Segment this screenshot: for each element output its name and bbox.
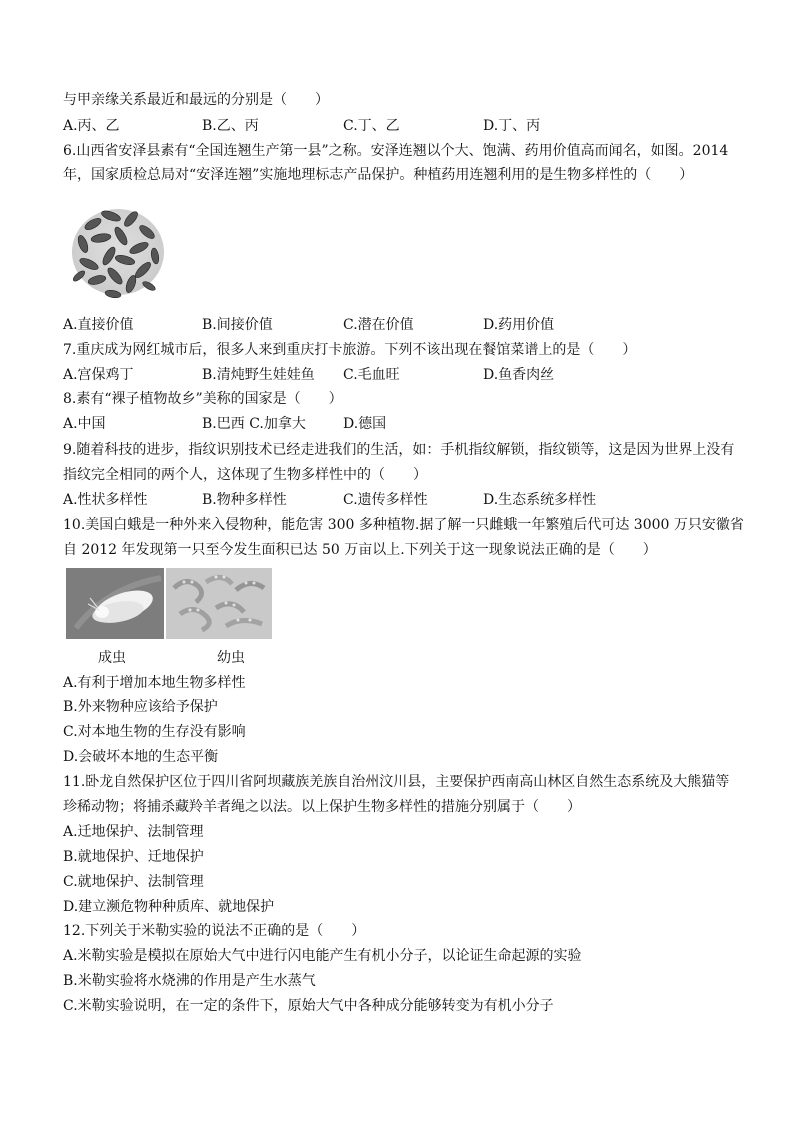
q5-option-a: A.丙、乙 [63, 118, 120, 134]
q5-option-b: B.乙、丙 [202, 118, 259, 134]
q9-option-c: C.遗传多样性 [343, 492, 428, 508]
q10-option-b: B.外来物种应该给予保护 [63, 699, 218, 715]
forsythia-fruit-image [63, 194, 173, 306]
q7-option-b: B.清炖野生娃娃鱼 [202, 367, 315, 383]
q6-stem-line1: 6.山西省安泽县素有“全国连翘生产第一县”之称。安泽连翘以个大、饱满、药用价值高而闻名，如图。2014 [63, 143, 729, 159]
forsythia-fruit-illustration [63, 194, 173, 306]
larva-illustration [166, 568, 272, 639]
q10-option-c: C.对本地生物的生存没有影响 [63, 724, 246, 740]
q11-option-a: A.迁地保护、法制管理 [63, 824, 204, 840]
q6-option-d: D.药用价值 [483, 317, 555, 333]
q11-option-b: B.就地保护、迁地保护 [63, 849, 204, 865]
q10-stem-line2: 自 2012 年发现第一只至今发生面积已达 50 万亩以上.下列关于这一现象说法正确的是（ ） [63, 542, 657, 558]
q12-option-c: C.米勒实验说明，在一定的条件下，原始大气中各种成分能够转变为有机小分子 [63, 998, 554, 1014]
q6-option-b: B.间接价值 [202, 317, 273, 333]
q6-stem-line2: 年，国家质检总局对“安泽连翘”实施地理标志产品保护。种植药用连翘利用的是生物多样性的（ ） [63, 167, 694, 183]
q10-stem-line1: 10.美国白蛾是一种外来入侵物种，能危害 300 多种植物.据了解一只雌蛾一年繁殖后代可达 3000 万只安徽省 [63, 517, 744, 533]
q5-option-d: D.丁、丙 [483, 118, 541, 134]
q9-option-d: D.生态系统多样性 [483, 492, 597, 508]
q12-option-b: B.米勒实验将水烧沸的作用是产生水蒸气 [63, 973, 316, 989]
q9-option-a: A.性状多样性 [63, 492, 148, 508]
larva-image [166, 568, 272, 639]
q7-option-d: D.鱼香肉丝 [483, 367, 555, 383]
q11-option-c: C.就地保护、法制管理 [63, 874, 204, 890]
q10-option-d: D.会破坏本地的生态平衡 [63, 749, 219, 765]
q6-option-c: C.潜在价值 [343, 317, 414, 333]
adult-moth-image [66, 568, 164, 639]
q10-option-a: A.有利于增加本地生物多样性 [63, 675, 246, 691]
q9-option-b: B.物种多样性 [202, 492, 287, 508]
q6-option-a: A.直接价值 [63, 317, 134, 333]
caption-adult: 成虫 [98, 650, 126, 666]
q8-stem: 8.素有“裸子植物故乡”美称的国家是（ ） [63, 391, 343, 407]
q7-option-c: C.毛血旺 [343, 367, 400, 383]
q7-stem: 7.重庆成为网红城市后，很多人来到重庆打卡旅游。下列不该出现在餐馆菜谱上的是（ ） [63, 342, 637, 358]
q8-option-a: A.中国 [63, 416, 106, 432]
caption-larva: 幼虫 [217, 650, 245, 666]
q11-stem-line1: 11.卧龙自然保护区位于四川省阿坝藏族羌族自治州汶川县，主要保护西南高山林区自然生态系统及大熊猫等 [63, 774, 730, 790]
q7-option-a: A.宫保鸡丁 [63, 367, 134, 383]
q12-option-a: A.米勒实验是模拟在原始大气中进行闪电能产生有机小分子，以论证生命起源的实验 [63, 948, 582, 964]
q5-stem: 与甲亲缘关系最近和最远的分别是（ ） [63, 92, 329, 108]
q9-stem-line2: 指纹完全相同的两个人，这体现了生物多样性中的（ ） [63, 467, 427, 483]
q11-stem-line2: 珍稀动物；将捕杀藏羚羊者绳之以法。以上保护生物多样性的措施分别属于（ ） [63, 799, 581, 815]
q8-option-bc: B.巴西 C.加拿大 [202, 416, 306, 432]
q8-option-d: D.德国 [343, 416, 387, 432]
q11-option-d: D.建立濒危物种种质库、就地保护 [63, 899, 275, 915]
q5-option-c: C.丁、乙 [343, 118, 400, 134]
q9-stem-line1: 9.随着科技的进步，指纹识别技术已经走进我们的生活，如：手机指纹解锁，指纹锁等，这是因为世界上没有 [63, 442, 735, 458]
adult-moth-illustration [66, 568, 164, 639]
q12-stem: 12.下列关于米勒实验的说法不正确的是（ ） [63, 923, 366, 939]
